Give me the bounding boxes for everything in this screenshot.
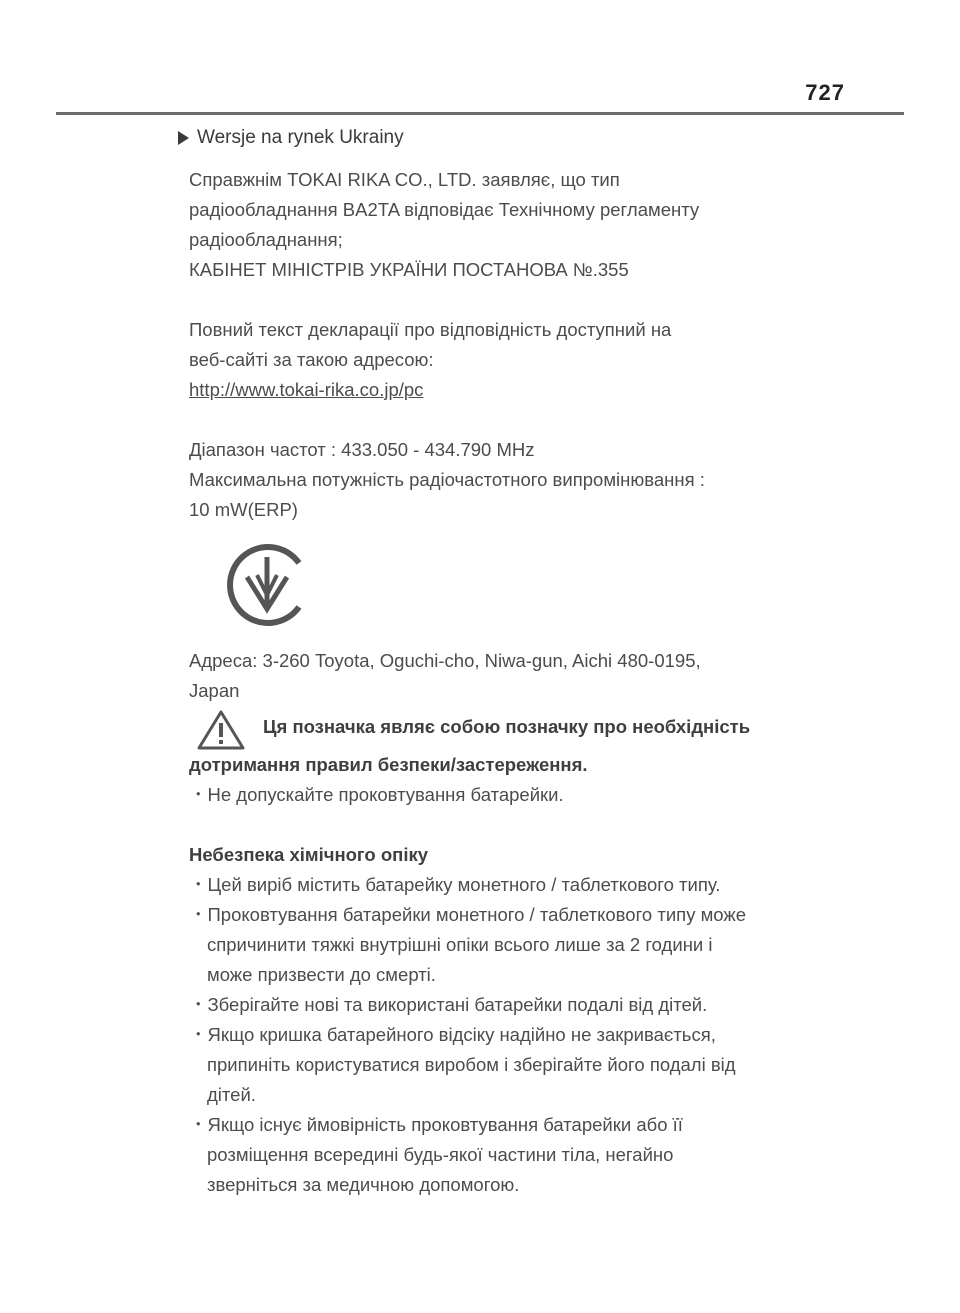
- chemical-bullet-4-line-2: припиніть користуватися виробом і зберігайте його подалі від: [207, 1054, 736, 1075]
- chemical-bullet-5-line-3: зверніться за медичною допомогою.: [207, 1174, 520, 1195]
- chemical-bullet-5-line-1: ・Якщо існує ймовірність проковтування батарейки або її: [189, 1114, 683, 1135]
- section-heading: [178, 127, 404, 149]
- chemical-bullet-3: ・Зберігайте нові та використані батарейки подалі від дітей.: [189, 994, 708, 1015]
- header-rule: [56, 112, 904, 115]
- max-power-line-1: Максимальна потужність радіочастотного випромінювання :: [189, 469, 705, 490]
- spacer: [189, 405, 787, 435]
- declaration-line-1: Справжнім TOKAI RIKA CO., LTD. заявляє, що тип: [189, 169, 620, 190]
- frequency-range: Діапазон частот : 433.050 - 434.790 MHz: [189, 439, 535, 460]
- page-content: [189, 165, 787, 1200]
- address-line-1: Адреса: 3-260 Toyota, Oguchi-cho, Niwa-gun, Aichi 480-0195,: [189, 650, 701, 671]
- warning-triangle-icon: [197, 710, 245, 750]
- declaration-line-2: радіообладнання BA2TA відповідає Технічному регламенту: [189, 199, 700, 220]
- chemical-bullet-2-line-3: може призвести до смерті.: [207, 964, 436, 985]
- spacer: [189, 810, 787, 840]
- address-line-2: Japan: [189, 680, 240, 701]
- page-number: 727: [805, 80, 845, 105]
- spacer: [189, 285, 787, 315]
- ukraine-conformity-mark-icon: [217, 535, 317, 635]
- chemical-bullet-5-line-2: розміщення всередині будь-якої частини тіла, негайно: [207, 1144, 674, 1165]
- chemical-bullet-4-line-1: ・Якщо кришка батарейного відсіку надійно не закривається,: [189, 1024, 716, 1045]
- triangle-bullet-icon: [178, 131, 189, 145]
- declaration-line-3: радіообладнання;: [189, 229, 343, 250]
- chemical-bullet-2-line-2: спричинити тяжкі внутрішні опіки всього лише за 2 години і: [207, 934, 713, 955]
- warning-line-1: Ця позначка являє собою позначку про необхідність: [263, 716, 751, 737]
- chemical-burn-heading: Небезпека хімічного опіку: [189, 844, 429, 865]
- chemical-bullet-4-line-3: дітей.: [207, 1084, 256, 1105]
- max-power-line-2: 10 mW(ERP): [189, 499, 298, 520]
- chemical-bullet-2-line-1: ・Проковтування батарейки монетного / таблеткового типу може: [189, 904, 747, 925]
- declaration-url-link[interactable]: http://www.tokai-rika.co.jp/pc: [189, 379, 424, 400]
- fulltext-line-1: Повний текст декларації про відповідність доступний на: [189, 319, 672, 340]
- section-title: Wersje na rynek Ukrainy: [197, 127, 404, 148]
- chemical-bullet-1: ・Цей виріб містить батарейку монетного / таблеткового типу.: [189, 874, 721, 895]
- declaration-line-4: КАБІНЕТ МІНІСТРІВ УКРАЇНИ ПОСТАНОВА №.355: [189, 259, 629, 280]
- fulltext-line-2: веб-сайті за такою адресою:: [189, 349, 434, 370]
- warning-row: [189, 710, 787, 750]
- warning-bullet: ・Не допускайте проковтування батарейки.: [189, 784, 564, 805]
- warning-line-2: дотримання правил безпеки/застереження.: [189, 754, 588, 775]
